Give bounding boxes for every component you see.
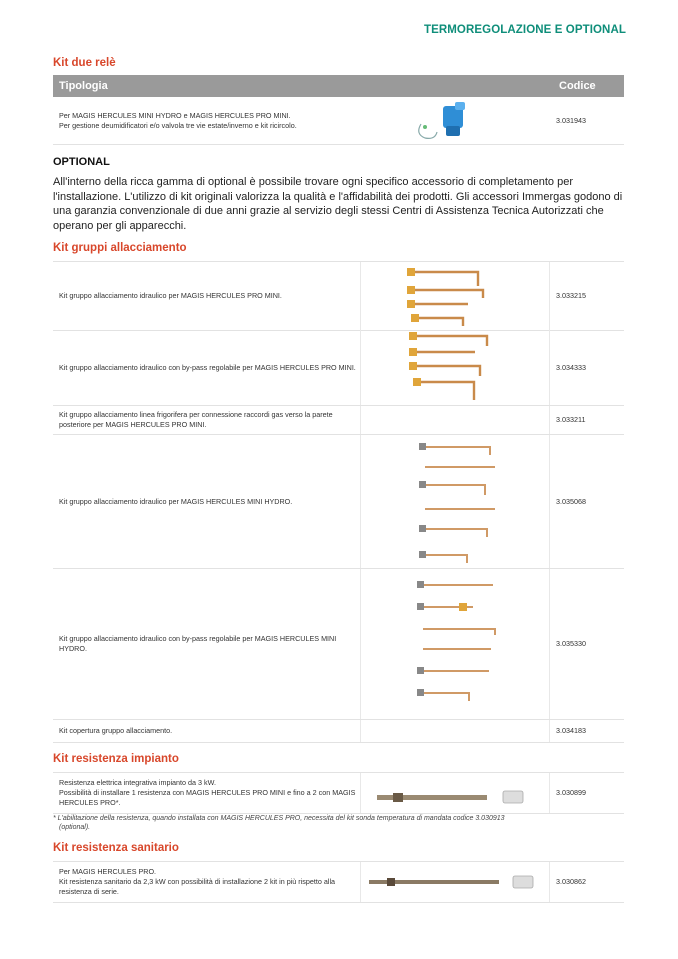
table-row — [53, 861, 624, 903]
column-tipologia: Tipologia — [59, 80, 108, 92]
row-code: 3.031943 — [556, 116, 586, 125]
table-row — [53, 569, 624, 720]
kit-resistenza-impianto-title: Kit resistenza impianto — [53, 753, 179, 765]
section-header-title: TERMOREGOLAZIONE E OPTIONAL — [423, 24, 626, 36]
heating-element-image — [363, 862, 547, 902]
row-description: Kit gruppo allacciamento idraulico per MAGIS HERCULES MINI HYDRO. — [59, 496, 293, 506]
pipe-kit-image — [363, 262, 547, 330]
row-description: Resistenza elettrica integrativa impianto da 3 kW. Possibilità di installare 1 resistenza con MAGIS HERCULES PRO MINI e fino a 2 con MAGIS HERCULES PRO*. — [59, 778, 356, 807]
row-code: 3.033215 — [556, 291, 586, 300]
table-row — [53, 406, 624, 435]
pipe-kit-image — [363, 569, 547, 719]
kit-gruppi-title: Kit gruppi allacciamento — [53, 242, 187, 254]
pipe-kit-image — [363, 330, 547, 405]
kit-due-rele-title: Kit due relè — [53, 57, 116, 69]
row-description: Kit gruppo allacciamento idraulico con by-pass regolabile per MAGIS HERCULES MINI HYDRO. — [59, 634, 337, 653]
optional-paragraph: All'interno della ricca gamma di optional è possibile trovare ogni specifico accessorio di completamento per l'installazione. L'utilizzo di kit originali valorizza la qualità e l'affidabilità dei prodotti. Gli accessori Immergas godono di una garanzia convenzionale di due anni grazie al servizio degli stessi Centri di Assistenza Tecnica Autorizzati che operano per gli apparecchi. — [53, 176, 623, 232]
row-description: Kit gruppo allacciamento linea frigorifera per connessione raccordi gas verso la parete posteriore per MAGIS HERCULES PRO MINI. — [59, 410, 333, 429]
table-row — [53, 435, 624, 569]
table-row — [53, 720, 624, 743]
pipe-kit-image — [363, 435, 547, 568]
row-description: Kit gruppo allacciamento idraulico per MAGIS HERCULES PRO MINI. — [59, 291, 282, 300]
table-header — [53, 75, 624, 97]
table-row — [53, 261, 624, 331]
row-description: Per MAGIS HERCULES MINI HYDRO e MAGIS HERCULES PRO MINI. Per gestione deumidificatori e/o valvola tre vie estate/inverno e kit ricircolo. — [59, 111, 297, 130]
table-row — [53, 98, 624, 145]
table-row — [53, 772, 624, 814]
row-code: 3.035068 — [556, 496, 586, 506]
heating-element-image — [363, 773, 547, 813]
kit-resistenza-sanitario-title: Kit resistenza sanitario — [53, 842, 179, 854]
row-code: 3.034333 — [556, 362, 586, 372]
row-code: 3.030899 — [556, 788, 586, 797]
optional-title: OPTIONAL — [53, 156, 110, 168]
footnote: * L'abilitazione della resistenza, quando installata con MAGIS HERCULES PRO, necessita del kit sonda temperatura di mandata codice 3.030913 (optional). — [53, 815, 505, 831]
column-codice: Codice — [559, 80, 596, 92]
row-description: Per MAGIS HERCULES PRO. Kit resistenza sanitario da 2,3 kW con possibilità di installazione 2 kit in più rispetto alla resistenza di serie. — [59, 867, 336, 896]
row-code: 3.034183 — [556, 726, 586, 735]
table-row — [53, 330, 624, 406]
row-description: Kit gruppo allacciamento idraulico con by-pass regolabile per MAGIS HERCULES PRO MINI. — [59, 362, 356, 372]
row-code: 3.033211 — [556, 415, 586, 424]
row-code: 3.035330 — [556, 639, 586, 648]
row-description: Kit copertura gruppo allacciamento. — [59, 726, 173, 735]
relay-kit-image — [363, 98, 547, 144]
row-code: 3.030862 — [556, 877, 586, 886]
